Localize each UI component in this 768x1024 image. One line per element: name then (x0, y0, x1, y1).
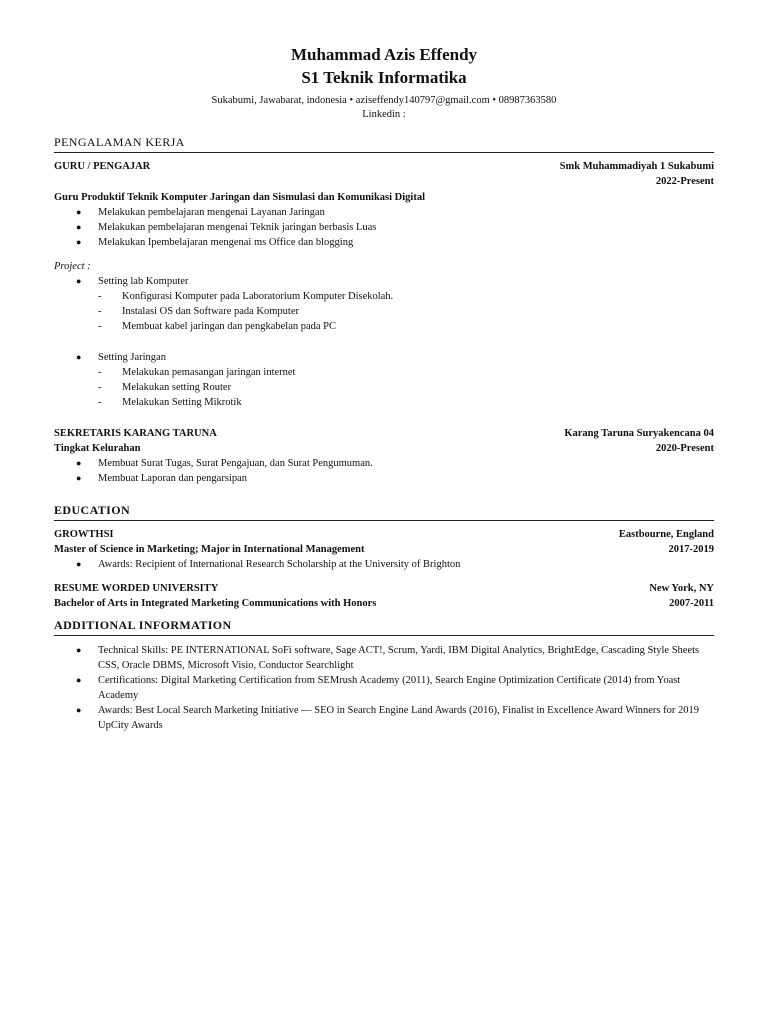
list-item: - Melakukan Setting Mikrotik (98, 397, 242, 408)
school-name: RESUME WORDED UNIVERSITY (54, 583, 219, 594)
list-item: ● Setting lab Komputer (76, 276, 189, 287)
project-list (54, 274, 714, 289)
list-item: ● Setting Jaringan (76, 352, 166, 363)
list-item: ● Certifications: Digital Marketing Certification from SEMrush Academy (2011), Search Engine Optimization Certificate (2014) from Yoast Academy (76, 675, 681, 701)
list-item: ● Melakukan pembelajaran mengenai Teknik jaringan berbasis Luas (76, 222, 377, 233)
project-subitems (54, 289, 714, 334)
job-dates: 2022-Present (655, 176, 714, 187)
job-bullets (54, 456, 714, 486)
education-bullets (54, 557, 714, 572)
bullet-icon: ● (76, 207, 82, 217)
contact-line: Sukabumi, Jawabarat, indonesia • aziseffendy140797@gmail.com • 08987363580 (211, 95, 557, 106)
candidate-name: Muhammad Azis Effendy (290, 45, 478, 64)
linkedin-line: Linkedin : (362, 109, 406, 120)
list-item: - Melakukan pemasangan jaringan internet (98, 367, 296, 378)
bullet-icon: ● (76, 705, 82, 715)
list-item: - Konfigurasi Komputer pada Laboratorium Komputer Disekolah. (98, 291, 394, 302)
job-role: SEKRETARIS KARANG TARUNA (54, 428, 217, 439)
section-title-additional: ADDITIONAL INFORMATION (54, 617, 714, 636)
bullet-icon: ● (76, 276, 82, 286)
job-dates: 2020-Present (655, 443, 714, 454)
additional-bullets (54, 643, 714, 733)
degree-dates: 2017-2019 (668, 544, 714, 555)
bullet-icon: ● (76, 473, 82, 483)
job-subtitle: Tingkat Kelurahan (54, 443, 141, 454)
list-item: ● Membuat Laporan dan pengarsipan (76, 473, 247, 484)
job-subtitle: Guru Produktif Teknik Komputer Jaringan dan Sismulasi dan Komunikasi Digital (54, 192, 426, 203)
school-name: GROWTHSI (54, 529, 114, 540)
job-org: Karang Taruna Suryakencana 04 (564, 428, 714, 439)
list-item: ● Awards: Recipient of International Research Scholarship at the University of Brighton (76, 559, 461, 570)
section-title-experience: PENGALAMAN KERJA (54, 134, 714, 153)
job-bullets (54, 205, 714, 250)
bullet-icon: ● (76, 222, 82, 232)
list-item: - Membuat kabel jaringan dan pengkabelan pada PC (98, 321, 337, 332)
section-title-education: EDUCATION (54, 502, 714, 521)
bullet-icon: ● (76, 645, 82, 655)
bullet-icon: ● (76, 352, 82, 362)
degree-dates: 2007-2011 (669, 598, 714, 609)
job-subtitle-row (54, 441, 714, 456)
project-list (54, 350, 714, 365)
education-header (54, 527, 714, 542)
bullet-icon: ● (76, 237, 82, 247)
list-item: ● Melakukan pembelajaran mengenai Layanan Jaringan (76, 207, 325, 218)
project-subitems (54, 365, 714, 410)
education-header (54, 581, 714, 596)
list-item: ● Awards: Best Local Search Marketing Initiative — SEO in Search Engine Land Awards (2016), Finalist in Excellence Award Winners for 2019 UpCity Awards (76, 705, 699, 731)
job-role: GURU / PENGAJAR (54, 161, 151, 172)
education-degree-row (54, 596, 714, 611)
bullet-icon: ● (76, 458, 82, 468)
degree-name: Bachelor of Arts in Integrated Marketing Communications with Honors (54, 598, 377, 609)
list-item: - Melakukan setting Router (98, 382, 232, 393)
job-dates-row (54, 174, 714, 189)
education-degree-row (54, 542, 714, 557)
job-header (54, 426, 714, 441)
list-item: - Instalasi OS dan Software pada Komputer (98, 306, 299, 317)
bullet-icon: ● (76, 675, 82, 685)
degree-name: Master of Science in Marketing; Major in International Management (54, 544, 365, 555)
school-location: New York, NY (649, 583, 714, 594)
list-item: ● Membuat Surat Tugas, Surat Pengajuan, dan Surat Pengumuman. (76, 458, 373, 469)
bullet-icon: ● (76, 559, 82, 569)
job-header (54, 159, 714, 174)
project-label: Project : (54, 261, 91, 272)
list-item: ● Technical Skills: PE INTERNATIONAL SoFi software, Sage ACT!, Scrum, Yardi, IBM Digital Analytics, BrightEdge, Cascading Style Sheets CSS, Oracle DBMS, Microsoft Visio, Conductor Searchlight (76, 645, 700, 671)
resume-page (54, 44, 714, 733)
list-item: ● Melakukan Ipembelajaran mengenai ms Office dan blogging (76, 237, 354, 248)
candidate-degree: S1 Teknik Informatika (301, 68, 467, 87)
job-org: Smk Muhammadiyah 1 Sukabumi (559, 161, 714, 172)
school-location: Eastbourne, England (618, 529, 714, 540)
